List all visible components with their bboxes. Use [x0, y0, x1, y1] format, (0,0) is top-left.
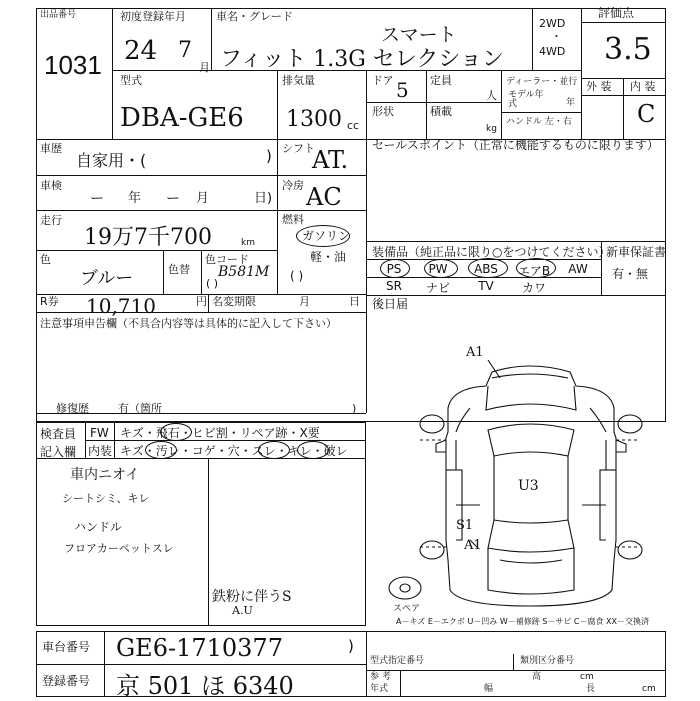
chassis-label: 車台番号 — [42, 640, 91, 654]
fw-items: キズ・飛石・ヒビ割・リペア跡・X要 — [120, 426, 320, 440]
dealer-label: ディーラー・並行 — [506, 77, 578, 87]
height-label: 高 — [532, 672, 542, 682]
equipment-navi: ナビ — [425, 281, 450, 295]
name-change-label: 名変期限 — [212, 295, 256, 308]
interior-grade: C — [637, 100, 656, 128]
category-label: 類別区分番号 — [520, 656, 575, 666]
equipment-tv: TV — [478, 279, 494, 293]
damage-s1-side: S1 — [456, 518, 474, 533]
fw-stone-circle — [160, 423, 192, 441]
repair-close: ) — [352, 402, 357, 415]
name-change-day: 日 — [349, 295, 360, 308]
name-grade-line1: スマート — [381, 24, 457, 46]
shift-value: AT. — [312, 146, 349, 174]
name-grade-label: 車名・グレード — [216, 10, 293, 23]
wd-dot: ・ — [551, 30, 562, 43]
name-grade-line2: フィット 1.3G セレクション — [220, 47, 504, 72]
name-change-month: 月 — [299, 295, 310, 308]
color-code-paren: ( ) — [206, 277, 219, 290]
color-code-label: 色コード — [205, 253, 249, 266]
inspection-label: 車検 — [40, 179, 62, 192]
first-reg-label: 初度登録年月 — [120, 10, 186, 23]
mileage-label: 走行 — [40, 214, 62, 227]
history-close: ) — [266, 147, 272, 165]
model-value: DBA-GE6 — [120, 103, 244, 133]
length-label: 長 — [586, 684, 596, 694]
interior-row-label: 内装 — [88, 444, 113, 458]
history-label: 車歴 — [40, 142, 62, 155]
fuel-label: 燃料 — [282, 213, 304, 226]
repair-value: 有（箇所 — [118, 402, 162, 415]
inspection-month-value: ー — [166, 191, 180, 207]
equipment-ps: PS — [386, 262, 402, 276]
interior-cut-circle — [297, 441, 329, 459]
mileage-unit: km — [241, 238, 255, 248]
recycle-yen: 円 — [196, 295, 207, 308]
recycle-label: R券 — [40, 295, 59, 308]
reg-label: 登録番号 — [42, 674, 91, 688]
note-line-5: 鉄粉に伴うS — [212, 589, 292, 605]
nenshiki-label: 年式 — [370, 684, 389, 694]
equipment-airbag: エアB — [517, 264, 551, 278]
notes-label: 注意事項申告欄（不具合内容等は具体的に記入して下さい） — [40, 317, 337, 330]
history-value: 自家用・( — [76, 151, 147, 170]
fuel-gasoline: ガソリン — [302, 229, 351, 243]
shift-label: シフト — [282, 142, 315, 155]
rating-label: 評価点 — [598, 6, 635, 20]
capacity-label: 定員 — [430, 74, 452, 87]
ref-label: 参 考 — [370, 672, 391, 682]
displacement-value: 1300 — [286, 107, 342, 132]
fw-label: FW — [90, 426, 109, 440]
equipment-label: 装備品（純正品に限り○をつけてください） — [372, 245, 611, 259]
model-year-unit: 年 — [566, 98, 576, 108]
rating-value: 3.5 — [604, 32, 652, 67]
wd4-option: 4WD — [539, 45, 566, 58]
reg-value: 京 501 ほ 6340 — [116, 672, 294, 700]
first-reg-month: 7 — [178, 38, 192, 63]
interior-wear-circle — [258, 441, 290, 459]
inspection-year-value: ー — [90, 191, 104, 207]
cc-unit: cc — [347, 119, 360, 132]
displacement-label: 排気量 — [282, 74, 315, 87]
damage-a1-front: A1 — [466, 345, 484, 360]
equipment-aw: AW — [568, 262, 588, 276]
recycle-amount: 10,710 — [86, 294, 156, 318]
fuel-diesel: 軽・油 — [310, 250, 347, 264]
note-line-4: フロアカーペットスレ — [64, 542, 174, 555]
damage-legend: A－キズ E－エクボ U－凹み W－補修跡 S－サビ C－腐食 XX－交換済 — [396, 617, 650, 626]
aircon-value: AC — [306, 183, 342, 211]
chassis-value: GE6-1710377 — [116, 634, 283, 662]
warranty-value: 有・無 — [612, 267, 649, 281]
spare-label: スペア — [393, 604, 421, 614]
inspector-label: 検査員 — [40, 427, 77, 441]
lot-number: 1031 — [44, 50, 102, 80]
equipment-leather: カワ — [521, 281, 546, 295]
handle-label: ハンドル 左・右 — [506, 117, 572, 127]
first-reg-year: 24 — [124, 36, 158, 66]
width-label: 幅 — [484, 684, 494, 694]
note-line-3: ハンドル — [74, 520, 123, 534]
interior-items: キズ・汚レ・コゲ・穴・スレ・キレ・破レ — [120, 444, 348, 458]
equipment-sr: SR — [386, 279, 402, 293]
warranty-label: 新車保証書 — [606, 245, 667, 259]
damage-u3-roof: U3 — [518, 478, 539, 494]
wd2-option: 2WD — [539, 17, 566, 30]
inspection-month-unit: 月 — [196, 191, 210, 206]
inspection-day-unit: 日) — [254, 191, 273, 206]
chassis-close: ) — [348, 637, 354, 655]
note-line-6: A.U — [232, 604, 253, 617]
capacity-unit: 人 — [486, 89, 497, 102]
model-year-label: モデル年式 — [508, 90, 544, 109]
length-unit: cm — [642, 684, 656, 694]
note-line-1: 車内ニオイ — [70, 467, 140, 483]
note-line-2: シートシミ、キレ — [62, 492, 150, 505]
repair-label: 修復歴 — [56, 402, 89, 415]
sales-label: セールスポイント（正常に機能するものに限ります） — [372, 138, 659, 152]
interior-dirt-circle — [145, 441, 177, 459]
interior-label: 内 装 — [630, 80, 656, 93]
mileage-value: 19万7千700 — [84, 225, 212, 250]
type-designation-label: 型式指定番号 — [370, 656, 425, 666]
damage-a1-side: A1 — [464, 538, 482, 553]
load-unit: kg — [486, 124, 497, 134]
lot-label: 出品番号 — [40, 10, 77, 20]
model-label: 型式 — [120, 74, 142, 87]
color-value: ブルー — [80, 268, 134, 289]
post-install-label: 後日届 — [372, 297, 409, 311]
first-reg-month-unit: 月 — [199, 61, 210, 74]
fuel-other: ( ) — [290, 269, 304, 283]
load-label: 積載 — [430, 105, 452, 118]
color-code-value: B581M — [218, 264, 270, 280]
aircon-label: 冷房 — [282, 179, 304, 192]
color-label: 色 — [40, 253, 51, 266]
shape-label: 形状 — [372, 105, 394, 118]
door-label: ドア — [372, 74, 394, 87]
height-unit: cm — [580, 672, 594, 682]
inspection-year-unit: 年 — [128, 191, 142, 206]
color-change-label: 色替 — [168, 263, 190, 276]
equipment-pw: PW — [428, 262, 448, 276]
notes-entry-label: 記入欄 — [40, 445, 77, 459]
equipment-abs: ABS — [474, 262, 498, 276]
door-value: 5 — [396, 78, 409, 102]
exterior-label: 外 装 — [586, 80, 612, 93]
